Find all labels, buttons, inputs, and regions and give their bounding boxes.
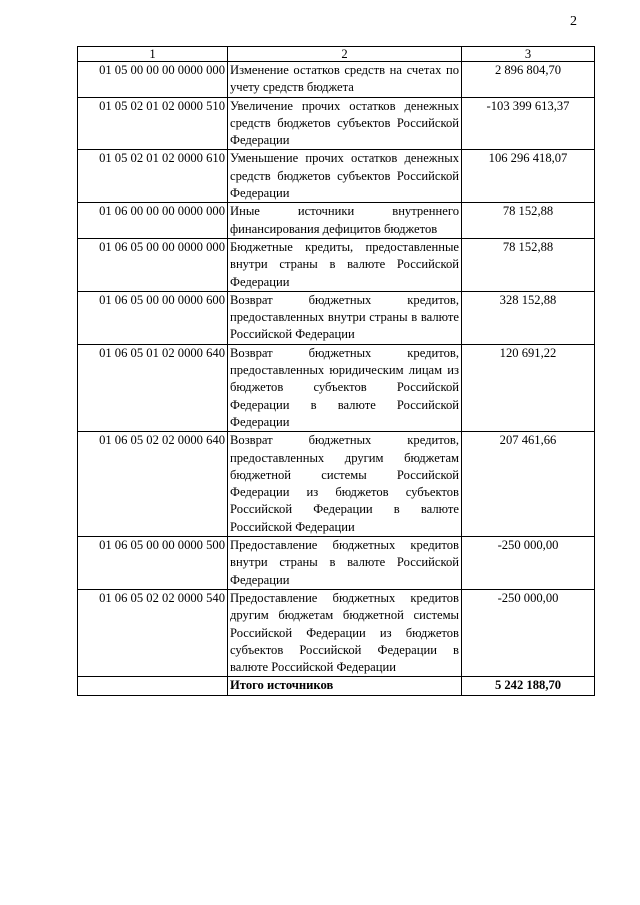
table-row <box>78 432 595 537</box>
budget-code: 01 06 00 00 00 0000 000 <box>78 203 228 239</box>
table-row <box>78 150 595 203</box>
source-name: Изменение остатков средств на счетах по учету средств бюджета <box>228 62 462 98</box>
total-amount: 5 242 188,70 <box>462 677 595 695</box>
budget-code: 01 06 05 02 02 0000 540 <box>78 589 228 676</box>
amount: 2 896 804,70 <box>462 62 595 98</box>
table-row <box>78 203 595 239</box>
budget-code: 01 05 00 00 00 0000 000 <box>78 62 228 98</box>
budget-code: 01 06 05 02 02 0000 640 <box>78 432 228 537</box>
source-name: Предоставление бюджетных кредитов внутри страны в валюте Российской Федерации <box>228 537 462 590</box>
table-row <box>78 62 595 98</box>
column-header: 1 <box>78 47 228 62</box>
amount: 328 152,88 <box>462 291 595 344</box>
column-header: 2 <box>228 47 462 62</box>
table-row <box>78 589 595 676</box>
amount: -250 000,00 <box>462 589 595 676</box>
table-row <box>78 344 595 431</box>
table-row <box>78 238 595 291</box>
budget-code: 01 06 05 00 00 0000 600 <box>78 291 228 344</box>
header-row <box>78 47 595 62</box>
source-name: Бюджетные кредиты, предоставленные внутри страны в валюте Российской Федерации <box>228 238 462 291</box>
total-label: Итого источников <box>228 677 462 695</box>
amount: 120 691,22 <box>462 344 595 431</box>
source-name: Уменьшение прочих остатков денежных средств бюджетов субъектов Российской Федерации <box>228 150 462 203</box>
total-code <box>78 677 228 695</box>
total-row <box>78 677 595 695</box>
sources-table <box>77 46 595 696</box>
budget-code: 01 05 02 01 02 0000 510 <box>78 97 228 150</box>
column-header: 3 <box>462 47 595 62</box>
table-row <box>78 291 595 344</box>
budget-code: 01 06 05 01 02 0000 640 <box>78 344 228 431</box>
table-row <box>78 537 595 590</box>
source-name: Возврат бюджетных кредитов, предоставленных другим бюджетам бюджетной системы Российской Федерации из бюджетов субъектов Российской Федерации в валюте Российской Федерации <box>228 432 462 537</box>
source-name: Возврат бюджетных кредитов, предоставленных внутри страны в валюте Российской Федерации <box>228 291 462 344</box>
amount: 78 152,88 <box>462 203 595 239</box>
amount: 207 461,66 <box>462 432 595 537</box>
budget-code: 01 06 05 00 00 0000 000 <box>78 238 228 291</box>
table-row <box>78 97 595 150</box>
source-name: Иные источники внутреннего финансирования дефицитов бюджетов <box>228 203 462 239</box>
budget-code: 01 06 05 00 00 0000 500 <box>78 537 228 590</box>
amount: -103 399 613,37 <box>462 97 595 150</box>
page-number: 2 <box>570 14 577 29</box>
budget-code: 01 05 02 01 02 0000 610 <box>78 150 228 203</box>
source-name: Предоставление бюджетных кредитов другим бюджетам бюджетной системы Российской Федерации из бюджетов субъектов Российской Федерации в валюте Российской Федерации <box>228 589 462 676</box>
amount: 106 296 418,07 <box>462 150 595 203</box>
amount: 78 152,88 <box>462 238 595 291</box>
source-name: Увеличение прочих остатков денежных средств бюджетов субъектов Российской Федерации <box>228 97 462 150</box>
amount: -250 000,00 <box>462 537 595 590</box>
source-name: Возврат бюджетных кредитов, предоставленных юридическим лицам из бюджетов субъектов Российской Федерации в валюте Российской Федерации <box>228 344 462 431</box>
